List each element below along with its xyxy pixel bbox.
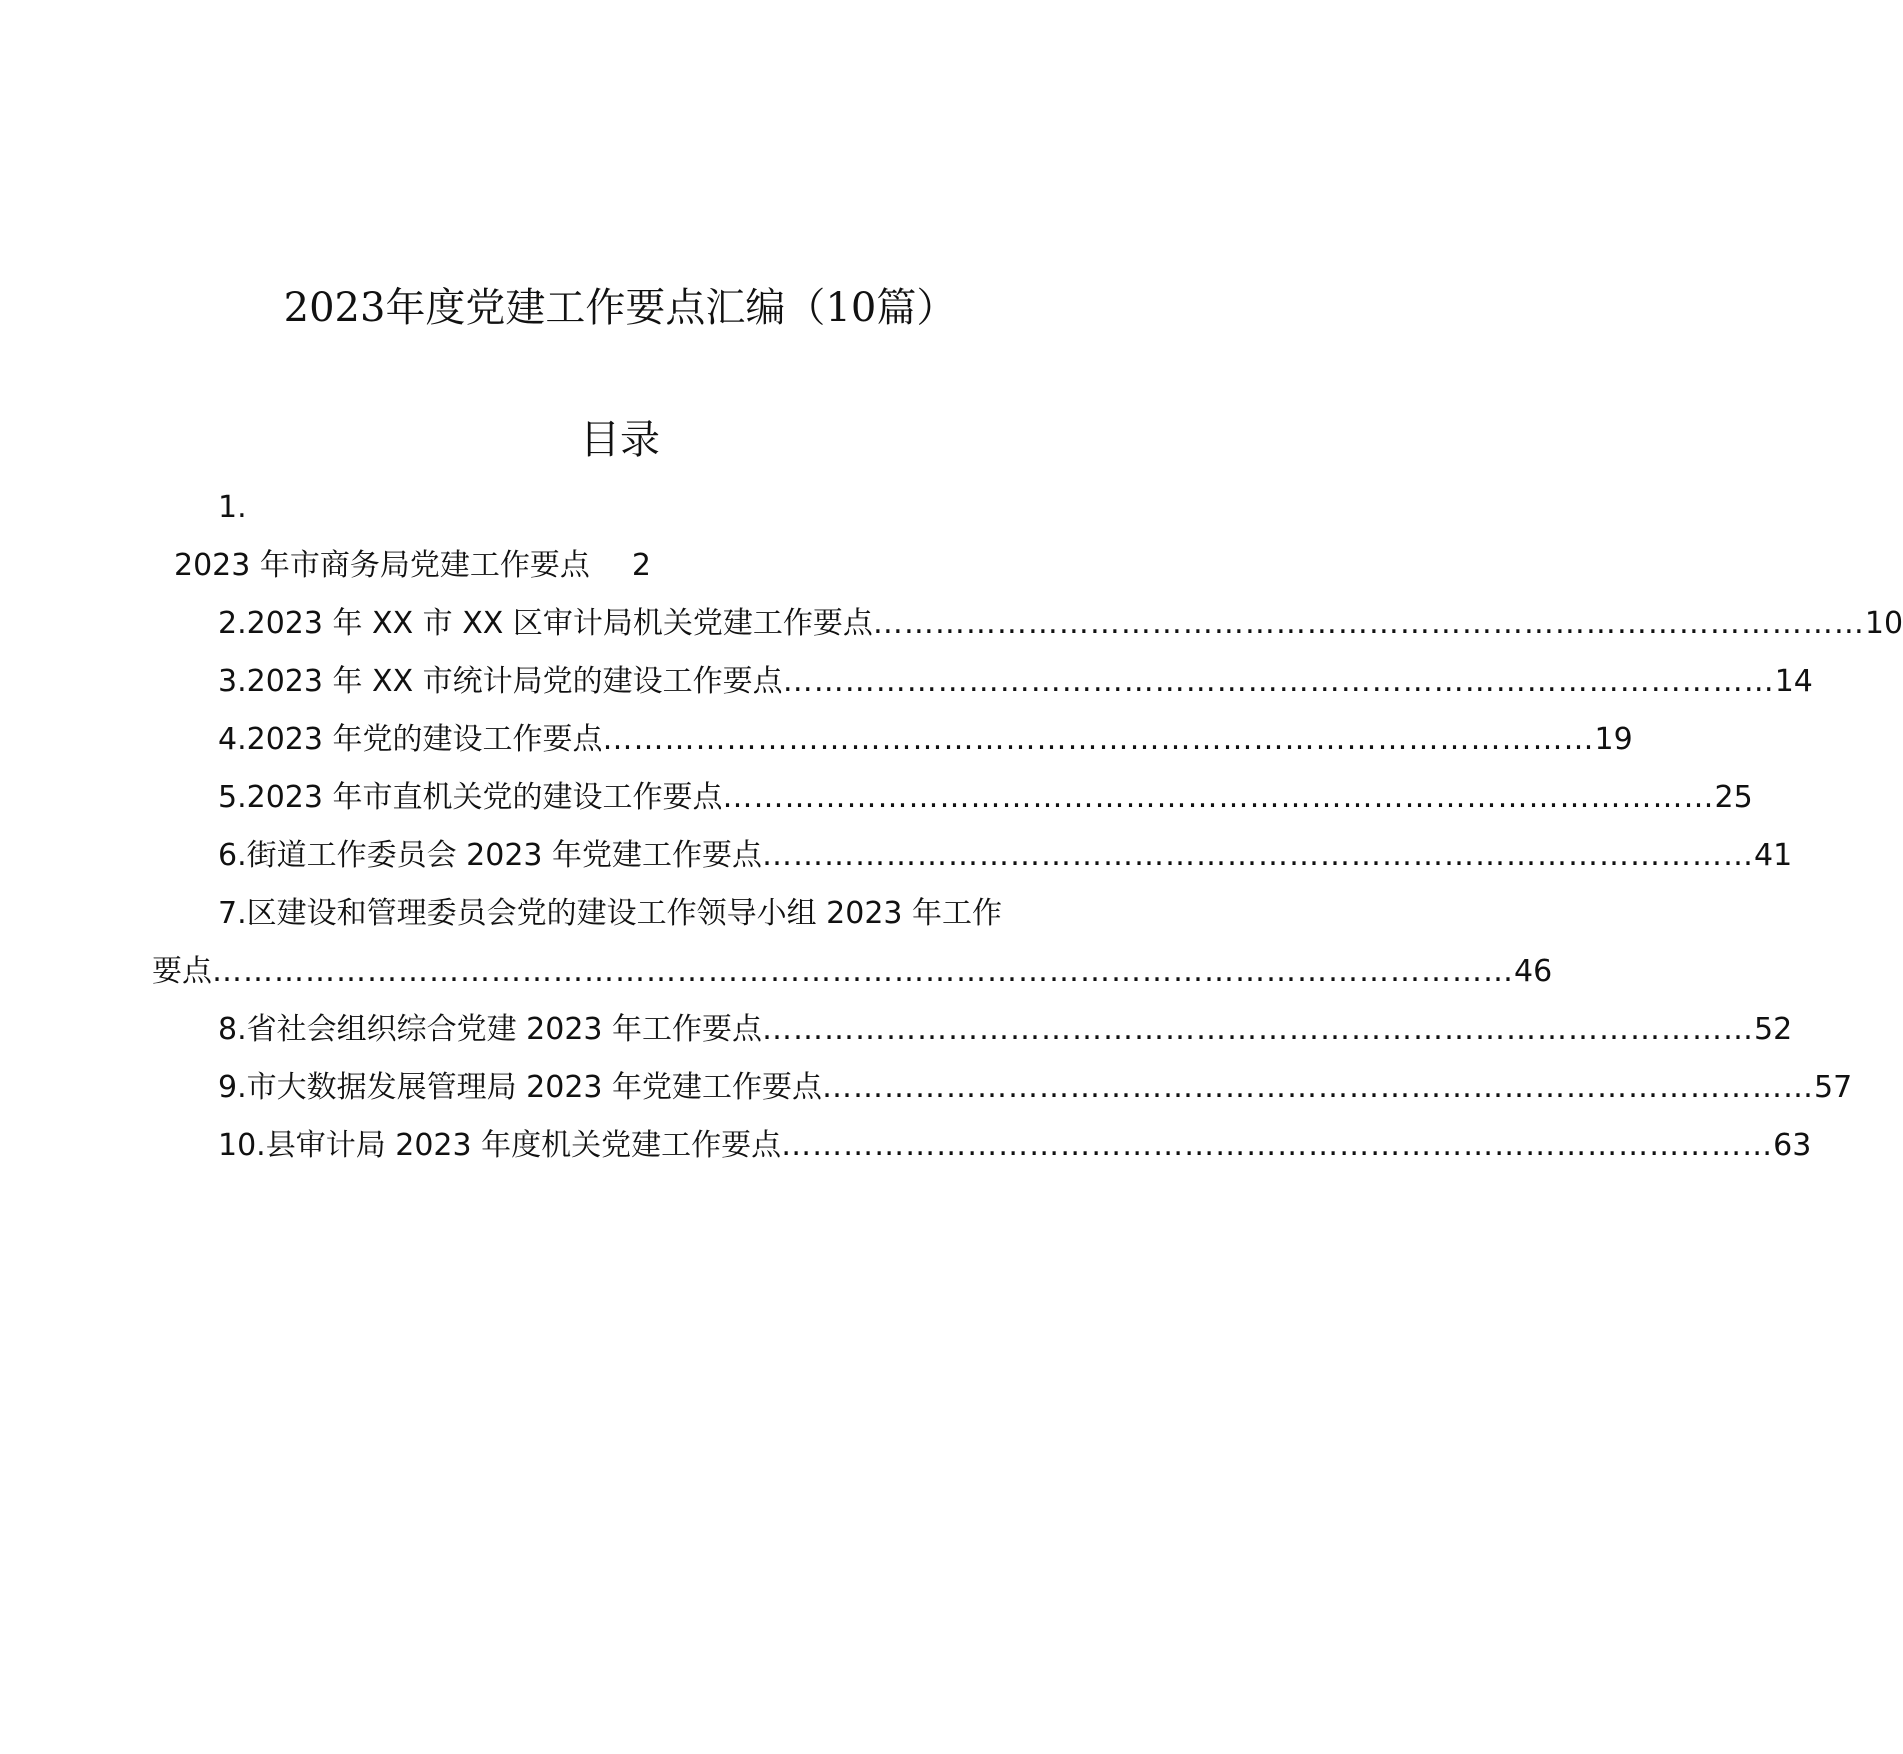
toc-item-title: 3.2023 年 XX 市统计局党的建设工作要点 xyxy=(218,664,783,699)
toc-leader-dots: …………………………………………………………………………………… xyxy=(782,664,1775,699)
toc-item-title: 2.2023 年 XX 市 XX 区审计局机关党建工作要点 xyxy=(218,606,873,641)
toc-item-title: 10.县审计局 2023 年度机关党建工作要点 xyxy=(218,1128,782,1163)
toc-item-3[interactable] xyxy=(218,657,1813,707)
title-end: 篇） xyxy=(876,285,957,331)
toc-item-4[interactable] xyxy=(218,715,1633,765)
toc-leader-dots: …………………………………………………………………………………… xyxy=(762,1012,1755,1047)
toc-leader-dots: …………………………………………………………………………………… xyxy=(602,722,1595,757)
toc-leader-dots: …………………………………………………………………………………… xyxy=(762,838,1755,873)
toc-item-page: 25 xyxy=(1714,780,1753,815)
toc-item-7-line1[interactable] xyxy=(218,889,1098,939)
toc-item-7-line2[interactable] xyxy=(152,947,1553,997)
toc-item-title: 要点 xyxy=(152,954,212,989)
toc-item-page: 10 xyxy=(1864,606,1903,641)
toc-leader-dots: …………………………………………………………………………………… xyxy=(722,780,1715,815)
toc-item-1-number-line xyxy=(218,483,518,533)
title-mid: 年度党建工作要点汇编（ xyxy=(385,285,826,331)
toc-item-page: 2 xyxy=(631,548,651,583)
toc-item-2[interactable] xyxy=(218,599,1903,649)
title-year: 2023 xyxy=(283,285,386,331)
toc-item-page: 63 xyxy=(1773,1128,1812,1163)
toc-item-title: 2023 年市商务局党建工作要点 xyxy=(174,548,590,583)
toc-item-page: 19 xyxy=(1594,722,1633,757)
toc-item-title: 4.2023 年党的建设工作要点 xyxy=(218,722,603,757)
toc-leader-dots: ……………………………………………………………………………………………………………… xyxy=(212,954,1514,989)
toc-item-5[interactable] xyxy=(218,773,1753,823)
toc-item-page: 41 xyxy=(1754,838,1793,873)
toc-leader-dots: …………………………………………………………………………………… xyxy=(822,1070,1815,1105)
toc-item-1[interactable] xyxy=(174,541,704,591)
toc-item-10[interactable] xyxy=(218,1121,1812,1171)
toc-item-title: 5.2023 年市直机关党的建设工作要点 xyxy=(218,780,723,815)
toc-item-8[interactable] xyxy=(218,1005,1793,1055)
toc-item-title: 7.区建设和管理委员会党的建设工作领导小组 2023 年工作 xyxy=(218,896,1003,931)
toc-item-title: 8.省社会组织综合党建 2023 年工作要点 xyxy=(218,1012,763,1047)
toc-item-9[interactable] xyxy=(218,1063,1853,1113)
toc-item-1-number: 1. xyxy=(218,490,247,525)
title-count: 10 xyxy=(825,285,877,331)
toc-leader-dots: …………………………………………………………………………………… xyxy=(872,606,1865,641)
toc-leader-dots: …………………………………………………………………………………… xyxy=(781,1128,1774,1163)
toc-heading: 目录 xyxy=(580,417,660,463)
toc-item-page: 14 xyxy=(1774,664,1813,699)
toc-item-6[interactable] xyxy=(218,831,1793,881)
toc-item-title: 9.市大数据发展管理局 2023 年党建工作要点 xyxy=(218,1070,823,1105)
toc-item-page: 52 xyxy=(1754,1012,1793,1047)
toc-item-page: 46 xyxy=(1514,954,1553,989)
toc-item-title: 6.街道工作委员会 2023 年党建工作要点 xyxy=(218,838,763,873)
toc-item-page: 57 xyxy=(1814,1070,1853,1105)
